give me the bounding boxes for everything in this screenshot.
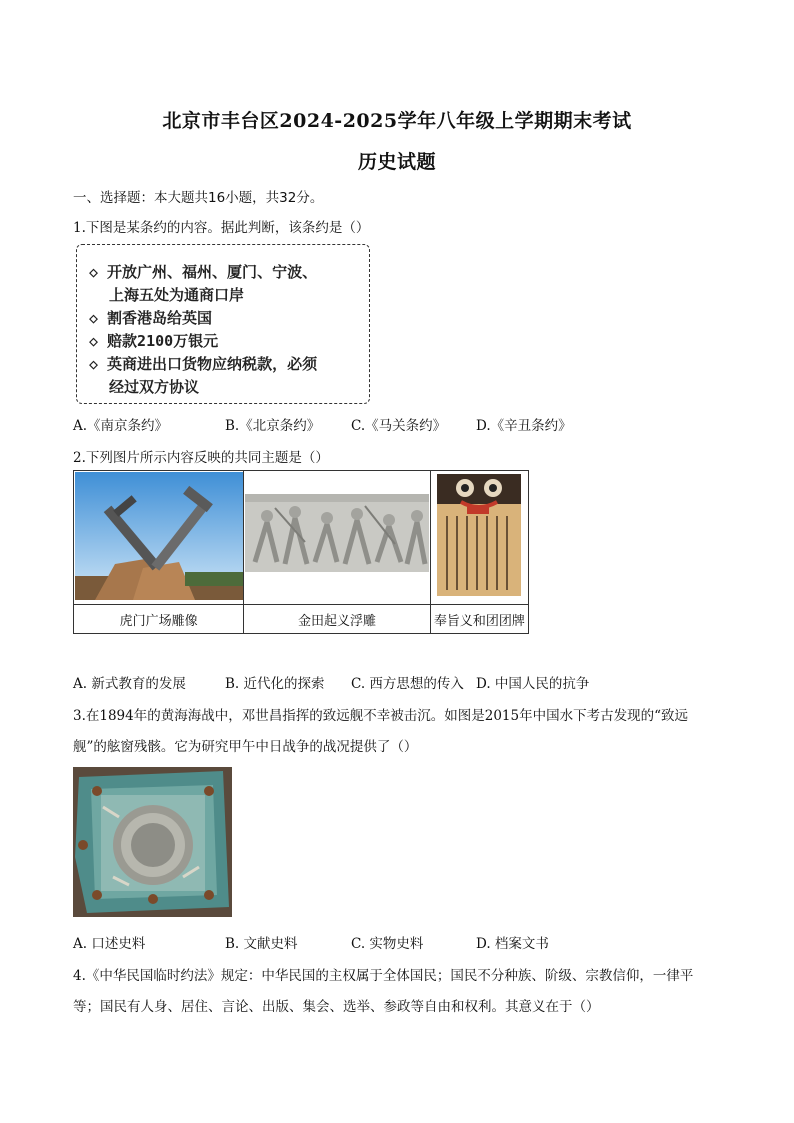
q3-option-d: D. 档案文书 bbox=[476, 936, 549, 952]
q3-option-a: A. 口述史料 bbox=[73, 936, 146, 952]
boxer-placard-illustration bbox=[431, 472, 527, 600]
caption-humen-statue: 虎门广场雕像 bbox=[74, 605, 244, 634]
q1-stem: 1.下图是某条约的内容。据此判断，该条约是（） bbox=[73, 220, 370, 236]
q3-option-b: B. 文献史料 bbox=[225, 936, 298, 952]
treaty-line: ◇ 英商进出口货物应纳税款，必须 bbox=[89, 355, 318, 373]
q3-option-c: C. 实物史料 bbox=[351, 936, 424, 952]
q3-stem-line1: 3.在1894年的黄海海战中，邓世昌指挥的致远舰不幸被击沉。如图是2015年中国水下考古发现的“致远 bbox=[73, 708, 688, 724]
q4-stem-line2: 等；国民有人身、居住、言论、出版、集会、选举、参政等自由和权利。其意义在于（） bbox=[73, 999, 600, 1015]
caption-boxer-placard: 奉旨义和团团牌 bbox=[430, 605, 528, 634]
q2-option-a: A. 新式教育的发展 bbox=[73, 676, 186, 692]
q1-option-d: D.《辛丑条约》 bbox=[476, 418, 572, 434]
treaty-content-box bbox=[76, 244, 370, 404]
jintian-relief-image bbox=[244, 471, 430, 605]
q1-option-c: C.《马关条约》 bbox=[351, 418, 447, 434]
q2-option-d: D. 中国人民的抗争 bbox=[476, 676, 590, 692]
q2-picture-table bbox=[73, 470, 529, 634]
caption-jintian-relief: 金田起义浮雕 bbox=[244, 605, 430, 634]
page-title: 北京市丰台区2024-2025学年八年级上学期期末考试 bbox=[162, 110, 632, 132]
section-heading: 一、选择题：本大题共16小题，共32分。 bbox=[73, 190, 324, 206]
q2-option-c: C. 西方思想的传入 bbox=[351, 676, 464, 692]
q2-option-b: B. 近代化的探索 bbox=[225, 676, 325, 692]
q1-option-a: A.《南京条约》 bbox=[73, 418, 169, 434]
jintian-relief-illustration bbox=[245, 472, 429, 600]
humen-statue-image bbox=[74, 471, 244, 605]
q4-stem-line1: 4.《中华民国临时约法》规定：中华民国的主权属于全体国民；国民不分种族、阶级、宗教信仰，一律平 bbox=[73, 968, 694, 984]
boxer-placard-image bbox=[430, 471, 528, 605]
porthole-relic-image bbox=[73, 767, 232, 917]
treaty-line: ◇ 开放广州、福州、厦门、宁波、 bbox=[89, 263, 318, 281]
q3-stem-line2: 舰”的舷窗残骸。它为研究甲午中日战争的战况提供了（） bbox=[73, 739, 418, 755]
treaty-line: ◇ 赔款2100万银元 bbox=[89, 332, 219, 350]
q1-option-b: B.《北京条约》 bbox=[225, 418, 321, 434]
q2-stem: 2.下列图片所示内容反映的共同主题是（） bbox=[73, 450, 329, 466]
humen-statue-illustration bbox=[75, 472, 243, 600]
treaty-line: 经过双方协议 bbox=[109, 378, 200, 396]
treaty-line: 上海五处为通商口岸 bbox=[109, 286, 245, 304]
porthole-relic-illustration bbox=[73, 767, 232, 917]
page-subtitle: 历史试题 bbox=[357, 151, 436, 173]
treaty-line: ◇ 割香港岛给英国 bbox=[89, 309, 213, 327]
